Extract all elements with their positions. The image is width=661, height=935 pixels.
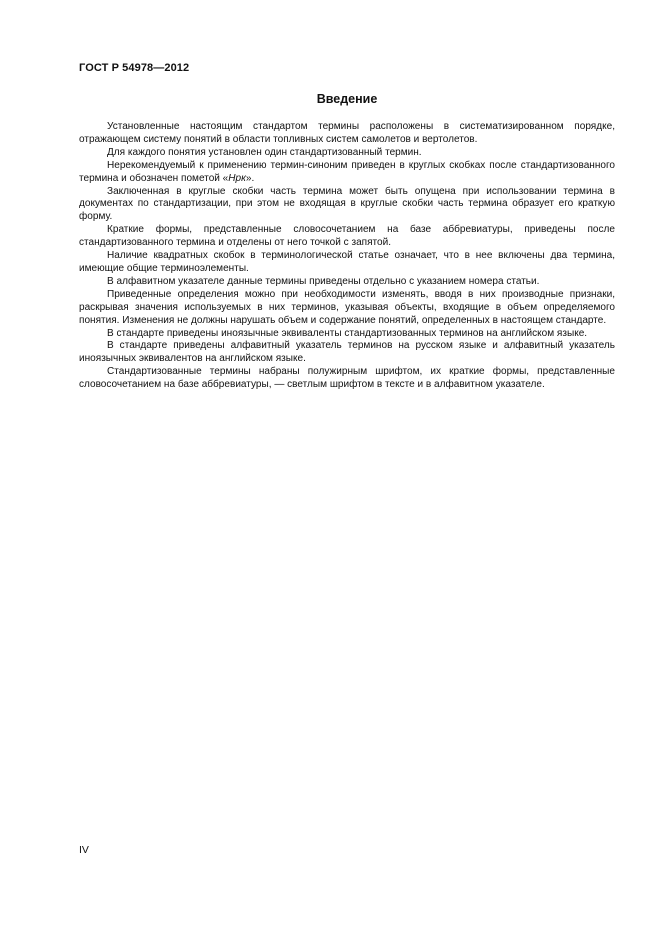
paragraph-alphabetical-index: В алфавитном указателе данные термины приведены отдельно с указанием номера статьи. [107,275,540,287]
section-title: Введение [316,92,378,106]
paragraph-synonym [79,160,615,186]
paragraph-round-brackets: Заключенная в круглые скобки часть термина может быть опущена при использовании термина в документах по стандартизации, при этом не входящая в круглые скобки часть термина образует его краткую форму. [79,185,615,223]
paragraph-synonym-text-before: Нерекомендуемый к применению термин-синоним приведен в круглых скобках после стандартизованного термина и обозначен пометой « [79,159,615,184]
nrk-mark: Нрк [228,172,246,184]
introduction-body [79,121,615,392]
document-code: ГОСТ Р 54978—2012 [79,62,190,74]
paragraph-indexes: В стандарте приведены алфавитный указатель терминов на русском языке и алфавитный указатель иноязычных эквивалентов на английском языке. [79,340,615,365]
paragraph-typography: Стандартизованные термины набраны полужирным шрифтом, их краткие формы, представленные словосочетанием на базе аббревиатуры, — светлым шрифтом в тексте и в алфавитном указателе. [79,366,615,391]
paragraph-single-term: Для каждого понятия установлен один стандартизованный термин. [107,146,422,158]
paragraph-synonym-text-after: ». [245,172,255,184]
paragraph-foreign-equivalents: В стандарте приведены иноязычные эквиваленты стандартизованных терминов на английском языке. [107,327,588,339]
page-number: IV [79,844,89,856]
paragraph-term-arrangement: Установленные настоящим стандартом термины расположены в систематизированном порядке, отражающем систему понятий в области топливных систем самолетов и вертолетов. [79,121,615,145]
paragraph-short-forms: Краткие формы, представленные словосочетанием на базе аббревиатуры, приведены после стандартизованного термина и отделены от него точкой с запятой. [79,224,615,249]
paragraph-square-brackets: Наличие квадратных скобок в терминологической статье означает, что в нее включены два термина, имеющие общие терминоэлементы. [79,250,615,274]
paragraph-definitions: Приведенные определения можно при необходимости изменять, вводя в них производные признаки, раскрывая значения используемых в них терминов, указывая объекты, входящие в объем определяемого понятия. Изменения не должны нарушать объем и содержание понятий, определенных в настоящем стандарте. [79,288,615,326]
